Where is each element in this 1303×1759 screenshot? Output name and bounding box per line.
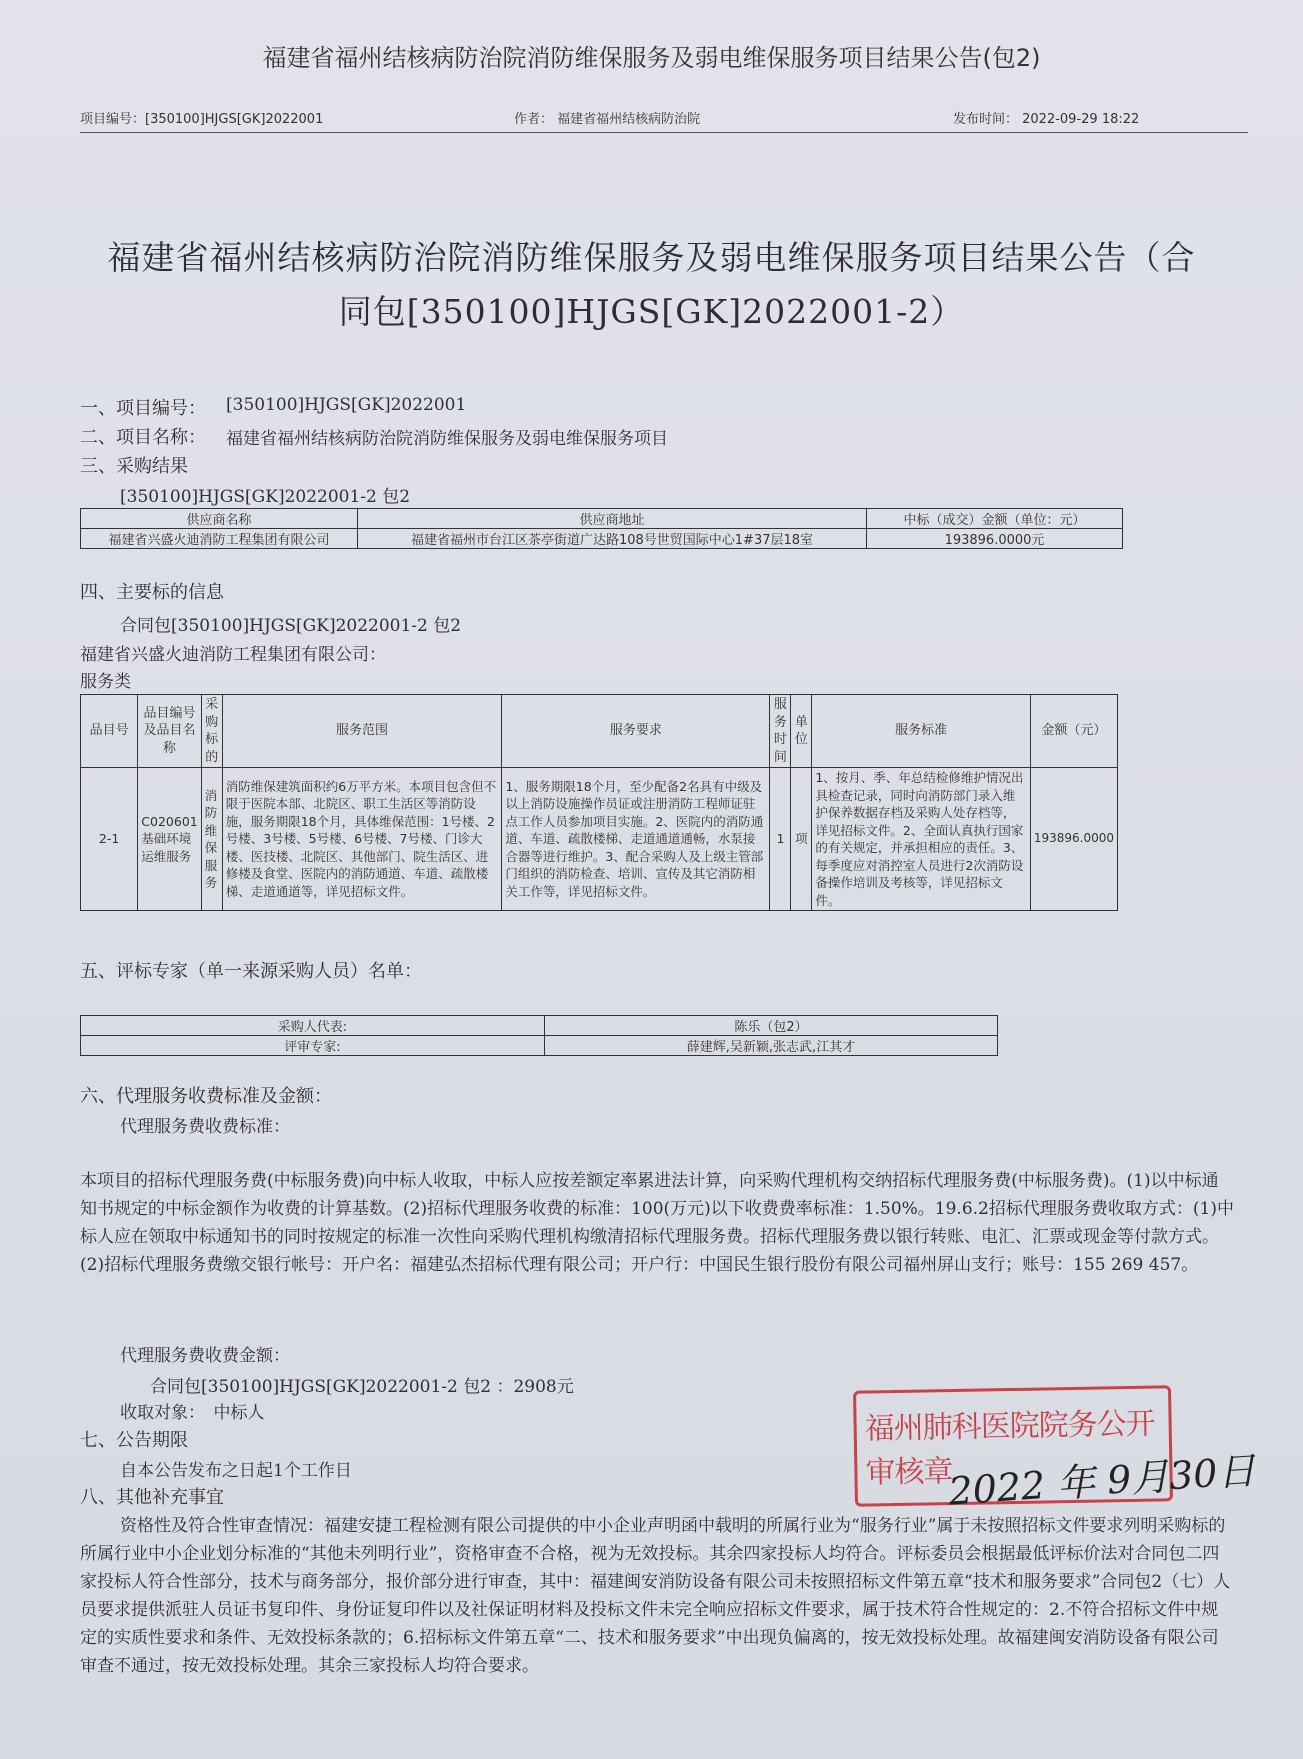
table-cell: 消防维保服务 [201,768,222,911]
publish-time: 发布时间： 2022-09-29 18:22 [953,112,1140,127]
page-title-line1: 福建省福州结核病防治院消防维保服务及弱电维保服务项目结果公告（合 [107,238,1196,277]
section-4-package: 合同包[350100]HJGS[GK]2022001-2 包2 [120,616,462,636]
table-row [81,509,1123,529]
header-title: 福建省福州结核病防治院消防维保服务及弱电维保服务项目结果公告(包2) [262,44,1041,72]
table-header-cell: 供应商名称 [81,509,358,529]
section-8-label: 八、其他补充事宜 [80,1487,224,1508]
table-cell: 193896.0000 [1030,768,1117,911]
table-header-cell: 采购标的 [201,695,222,768]
page-title-line2: 同包[350100]HJGS[GK]2022001-2） [338,292,965,331]
table-header-cell: 服务标准 [812,695,1030,768]
stamp-text: 福州肺科医院院务公开审核章 [864,1406,1155,1491]
table-cell: 采购人代表: [81,1016,545,1036]
table-cell: 陈乐（包2） [545,1016,998,1036]
section-3-label: 三、采购结果 [80,456,188,477]
author: 作者： 福建省福州结核病防治院 [514,112,701,127]
table-header-cell: 单位 [791,695,812,768]
item-table [80,694,1118,911]
section-1-label: 一、项目编号： [80,398,206,419]
table-header-cell: 供应商地址 [358,509,867,529]
table-cell: 福建省兴盛火迪消防工程集团有限公司 [81,529,358,549]
result-table [80,508,1123,549]
table-cell: 薛建辉,吴新颖,张志武,江其才 [545,1036,998,1056]
section-3-package: [350100]HJGS[GK]2022001-2 包2 [120,487,411,507]
header-divider [80,132,1248,133]
section-4-company: 福建省兴盛火迪消防工程集团有限公司： [80,645,386,665]
project-number: 项目编号：[350100]HJGS[GK]2022001 [80,112,324,127]
table-header-cell: 服务要求 [502,695,770,768]
section-6-amount: 合同包[350100]HJGS[GK]2022001-2 包2 ：2908元 [150,1377,574,1397]
table-header-cell: 品目号 [81,695,138,768]
table-cell: C020601基础环境运维服务 [138,768,201,911]
table-cell: 评审专家: [81,1036,545,1056]
section-7-value: 自本公告发布之日起1个工作日 [120,1461,352,1481]
section-4-type: 服务类 [80,672,131,692]
table-header-cell: 品目编号及品目名称 [138,695,201,768]
section-6-standard-label: 代理服务费收费标准： [120,1117,290,1137]
table-row [81,529,1123,549]
table-cell: 福建省福州市台江区茶亭街道广达路108号世贸国际中心1#37层18室 [358,529,867,549]
table-cell: 193896.0000元 [867,529,1123,549]
section-6-paragraph: 本项目的招标代理服务费(中标服务费)向中标人收取，中标人应按差额定率累进法计算，向采购代理机构交纳招标代理服务费(中标服务费)。(1)以中标通知书规定的中标金额作为收费的计算基数。(2)招标代理服务收费的标准：100(万元)以下收费费率标准：1.50%。19.6.2招标代理服务费收取方式：(1)中标人应在领取中标通知书的同时按规定的标准一次性向采购代理机构缴清招标代理服务费。招标代理服务费以银行转账、电汇、汇票或现金等付款方式。(2)招标代理服务费缴交银行帐号：开户名：福建弘杰招标代理有限公司；开户行：中国民生银行股份有限公司福州屏山支行；账号：155 269 457。 [80,1171,1234,1275]
section-8-paragraph: 资格性及符合性审查情况：福建安捷工程检测有限公司提供的中小企业声明函中载明的所属行业为“服务行业”属于未按照招标文件要求列明采购标的所属行业中小企业划分标准的“其他未列明行业”，资格审查不合格，视为无效投标。其余四家投标人均符合。评标委员会根据最低评标价法对合同包二四家投标人符合性部分，技术与商务部分，报价部分进行审查，其中：福建闽安消防设备有限公司未按照招标文件第五章“技术和服务要求”合同包2（七）人员要求提供派驻人员证书复印件、身份证复印件以及社保证明材料及投标文件未完全响应招标文件要求，属于技术符合性规定的：2.不符合招标文件中规定的实质性要求和条件、无效投标条款的；6.招标标文件第五章“二、技术和服务要求”中出现负偏离的，按无效投标处理。故福建闽安消防设备有限公司审查不通过，按无效投标处理。其余三家投标人均符合要求。 [80,1516,1231,1676]
section-2-value: 福建省福州结核病防治院消防维保服务及弱电维保服务项目 [226,429,668,449]
table-row [81,1036,998,1056]
section-6-label: 六、代理服务收费标准及金额： [80,1086,332,1107]
table-cell: 2-1 [81,768,138,911]
table-cell: 项 [791,768,812,911]
table-cell: 1 [770,768,791,911]
table-cell: 消防维保建筑面积约6万平方米。本项目包含但不限于医院本部、北院区、职工生活区等消防设施，服务期限18个月，具体维保范围：1号楼、2号楼、3号楼、5号楼、6号楼、7号楼、门诊大楼、医技楼、北院区、其他部门、院生活区、进修楼及食堂、医院内的消防通道、车道、疏散楼梯、走道通道等，详见招标文件。 [222,768,502,911]
table-header-cell: 服务范围 [222,695,502,768]
section-2-label: 二、项目名称： [80,427,206,448]
section-6-target: 收取对象： 中标人 [120,1403,265,1423]
table-cell: 1、按月、季、年总结检修维护情况出具检查记录，同时向消防部门录入维护保养数据存档及采购人处存档等，详见招标文件。2、全面认真执行国家的有关规定，并承担相应的责任。3、每季度应对消控室人员进行2次消防设备操作培训及考核等，详见招标文件。 [812,768,1030,911]
table-row [81,695,1118,768]
table-header-cell: 服务时间 [770,695,791,768]
table-cell: 1、服务期限18个月，至少配备2名具有中级及以上消防设施操作员证或注册消防工程师证驻点工作人员参加项目实施。2、医院内的消防通道、车道、疏散楼梯、走道通道通畅，水泵接合器等进行维护。3、配合采购人及上级主管部门组织的消防检查、培训、宣传及其它消防相关工作等，详见招标文件。 [502,768,770,911]
table-row [81,1016,998,1036]
section-4-label: 四、主要标的信息 [80,582,224,603]
table-header-cell: 金额（元） [1030,695,1117,768]
section-6-amount-label: 代理服务费收费金额： [120,1346,290,1366]
handwritten-date: 2022 年 9月30日 [947,1448,1257,1514]
table-header-cell: 中标（成交）金额（单位：元） [867,509,1123,529]
section-5-label: 五、评标专家（单一来源采购人员）名单： [80,961,422,982]
expert-table [80,1015,998,1056]
section-1-value: [350100]HJGS[GK]2022001 [226,395,467,415]
table-row [81,768,1118,911]
section-7-label: 七、公告期限 [80,1430,188,1451]
